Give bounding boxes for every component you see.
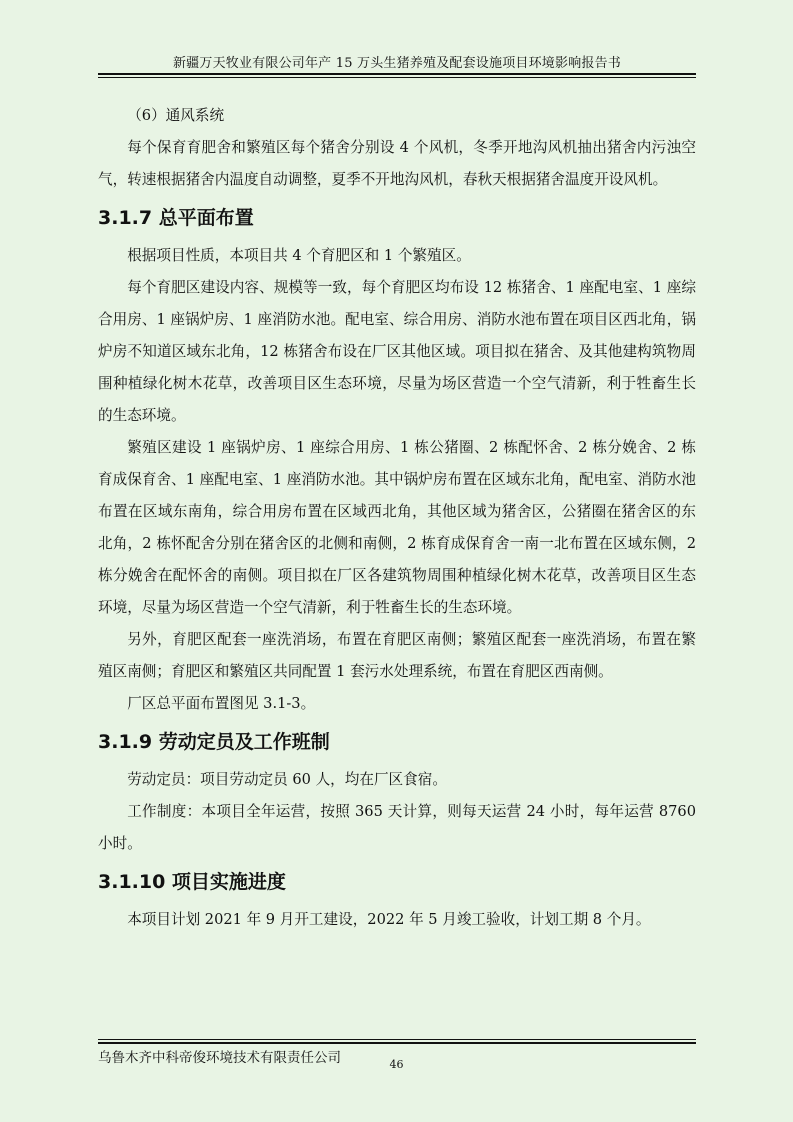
- page-header-title: 新疆万天牧业有限公司年产 15 万头生猪养殖及配套设施项目环境影响报告书: [172, 56, 621, 71]
- header-rule-thin: [98, 77, 696, 78]
- paragraph: 厂区总平面布置图见 3.1-3。: [127, 695, 316, 712]
- paragraph: 另外，育肥区配套一座洗消场，布置在育肥区南侧；繁殖区配套一座洗消场，布置在繁殖区南侧；育肥区和繁殖区共同配置 1 套污水处理系统，布置在育肥区西南侧。: [98, 631, 696, 680]
- footer-rule-thick: [98, 1042, 696, 1044]
- section-heading-staffing: 3.1.9 劳动定员及工作班制: [98, 731, 330, 753]
- document-body: [98, 100, 696, 936]
- paragraph: 每个育肥区建设内容、规模等一致，每个育肥区均布设 12 栋猪舍、1 座配电室、1 座综合用房、1 座锅炉房、1 座消防水池。配电室、综合用房、消防水池布置在项目区西北角，锅炉房不知道区域东北角，12 栋猪舍布设在厂区其他区域。项目拟在猪舍、及其他建构筑物周围种植绿化树木花草，改善项目区生态环境，尽量为场区营造一个空气清新，利于牲畜生长的生态环境。: [98, 279, 696, 424]
- header-rule-thick: [98, 73, 696, 75]
- paragraph: 劳动定员：项目劳动定员 60 人，均在厂区食宿。: [127, 771, 447, 788]
- paragraph: 根据项目性质，本项目共 4 个育肥区和 1 个繁殖区。: [127, 247, 471, 264]
- section-heading-layout: 3.1.7 总平面布置: [98, 207, 254, 229]
- footer-rule-thin: [98, 1039, 696, 1040]
- paragraph: 本项目计划 2021 年 9 月开工建设，2022 年 5 月竣工验收，计划工期 8 个月。: [127, 911, 651, 928]
- section-heading-schedule: 3.1.10 项目实施进度: [98, 871, 286, 893]
- footer-company-name: 乌鲁木齐中科帝俊环境技术有限责任公司: [98, 1050, 341, 1066]
- paragraph: 每个保育育肥舍和繁殖区每个猪舍分别设 4 个风机，冬季开地沟风机抽出猪舍内污浊空气，转速根据猪舍内温度自动调整，夏季不开地沟风机，春秋天根据猪舍温度开设风机。: [98, 139, 696, 188]
- paragraph: 工作制度：本项目全年运营，按照 365 天计算，则每天运营 24 小时，每年运营 8760 小时。: [98, 803, 696, 852]
- subheading-ventilation: （6）通风系统: [127, 107, 225, 124]
- paragraph: 繁殖区建设 1 座锅炉房、1 座综合用房、1 栋公猪圈、2 栋配怀舍、2 栋分娩舍、2 栋育成保育舍、1 座配电室、1 座消防水池。其中锅炉房布置在区域东北角，配电室、消防水池布置在区域东南角，综合用房布置在区域西北角，其他区域为猪舍区，公猪圈在猪舍区的东北角，2 栋怀配舍分别在猪舍区的北侧和南侧，2 栋育成保育舍一南一北布置在区域东侧，2 栋分娩舍在配怀舍的南侧。项目拟在厂区各建筑物周围种植绿化树木花草，改善项目区生态环境，尽量为场区营造一个空气清新，利于牲畜生长的生态环境。: [98, 439, 696, 616]
- page-number: 46: [389, 1058, 404, 1071]
